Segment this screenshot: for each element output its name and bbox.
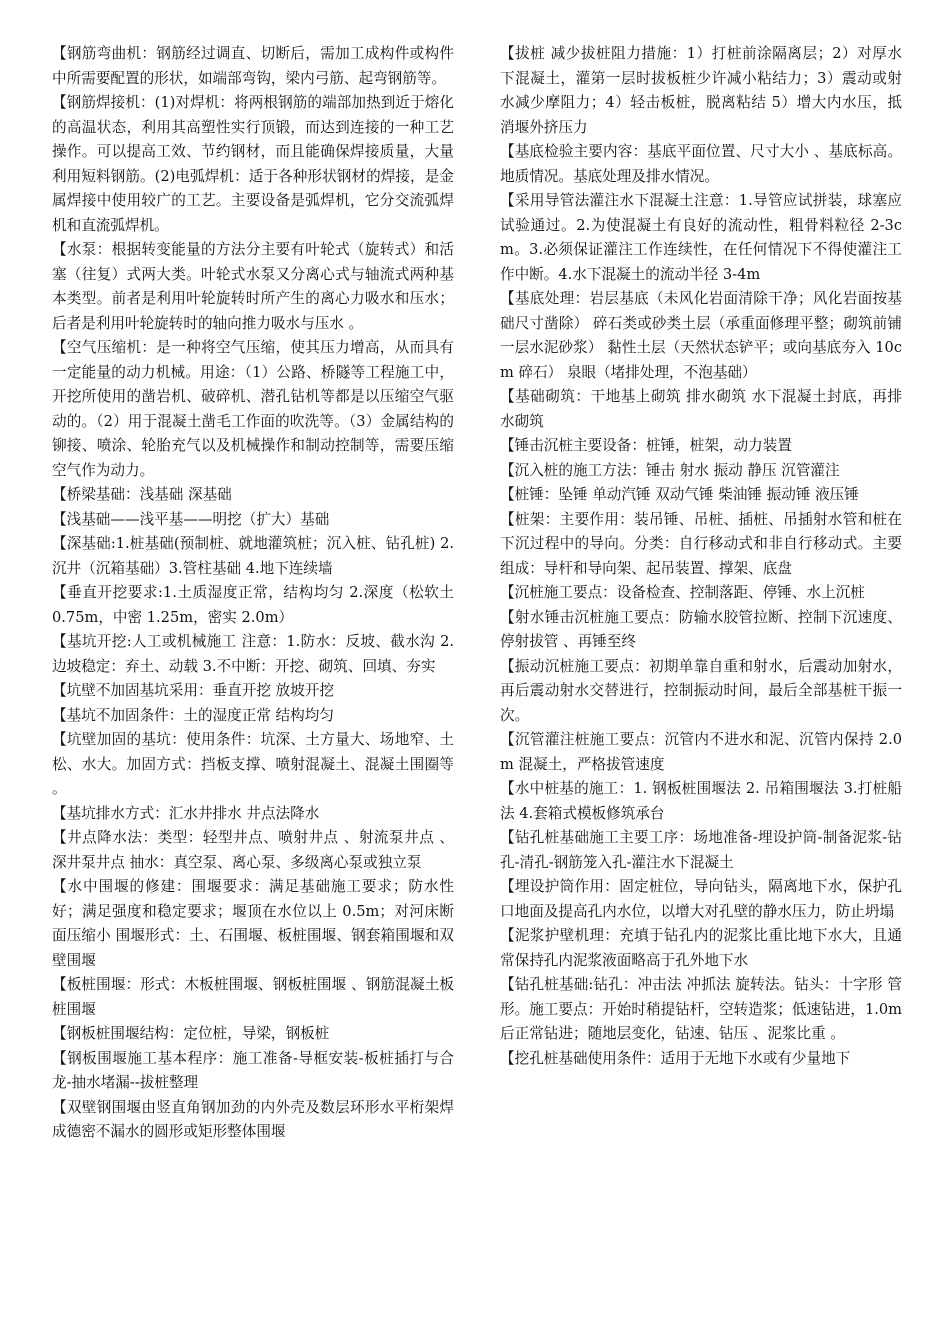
paragraph: 【深基础:1.桩基础(预制桩、就地灌筑桩；沉入桩、钻孔桩) 2.沉井（沉箱基础）3.管柱基础 4.地下连续墙 <box>52 535 454 577</box>
paragraph: 【钢板桩围堰结构：定位桩，导梁，钢板桩 <box>52 1025 330 1042</box>
paragraph: 【水中围堰的修建：围堰要求：满足基础施工要求；防水性好；满足强度和稳定要求；堰顶在水位以上 0.5m；对河床断面压缩小 围堰形式：土、石围堰、板桩围堰、钢套箱围堰和双壁围堰 <box>52 878 454 969</box>
paragraph: 【沉管灌注桩施工要点：沉管内不进水和泥、沉管内保持 2.0m 混凝土，严格拔管速度 <box>500 731 902 773</box>
paragraph: 【板桩围堰：形式：木板桩围堰、钢板桩围堰 、钢筋混凝土板桩围堰 <box>52 976 454 1018</box>
paragraph: 【浅基础——浅平基——明挖（扩大）基础 <box>52 510 330 528</box>
paragraph: 【基坑开挖:人工或机械施工 注意：1.防水：反坡、截水沟 2.边坡稳定：弃土、动载 3.不中断：开挖、砌筑、回填、夯实 <box>52 633 454 675</box>
paragraph: 【基底检验主要内容：基底平面位置、尺寸大小 、基底标高。地质情况。基底处理及排水情况。 <box>500 143 902 185</box>
paragraph: 【采用导管法灌注水下混凝土注意：1.导管应试拼装，球塞应试验通过。2.为使混凝土有良好的流动性，粗骨料粒径 2-3cm。3.必须保证灌注工作连续性，在任何情况下不得使灌注工作中断。4.水下混凝土的流动半径 3-4m <box>500 192 902 283</box>
paragraph: 【坑壁不加固基坑采用：垂直开挖 放坡开挖 <box>52 682 334 699</box>
left-column <box>52 42 454 1332</box>
paragraph: 【钢筋弯曲机：钢筋经过调直、切断后，需加工成构件或构件中所需要配置的形状，如端部弯钩，梁内弓筋、起弯钢筋等。 <box>52 45 454 87</box>
paragraph: 【坑壁加固的基坑：使用条件：坑深、土方量大、场地窄、土松、水大。加固方式：挡板支撑、喷射混凝土、混凝土围圈等 。 <box>52 731 454 797</box>
paragraph: 【空气压缩机：是一种将空气压缩，使其压力增高，从而具有一定能量的动力机械。用途：（1）公路、桥隧等工程施工中，开挖所使用的凿岩机、破碎机、潜孔钻机等都是以压缩空气驱动的。（2）用于混凝土凿毛工作面的吹洗等。（3）金属结构的铆接、喷涂、轮胎充气以及机械操作和制动控制等，需要压缩空气作为动力。 <box>52 339 454 479</box>
paragraph: 【钻孔桩基础:钻孔：冲击法 冲抓法 旋转法。钻头：十字形 管形。施工要点：开始时稍提钻杆，空转造浆；低速钻进，1.0m 后正常钻进；随地层变化，钻速、钻压 、泥浆比重 。 <box>500 976 902 1042</box>
paragraph: 【桥梁基础：浅基础 深基础 <box>52 486 232 503</box>
paragraph: 【水中桩基的施工：1. 钢板桩围堰法 2. 吊箱围堰法 3.打桩船法 4.套箱式模板修筑承台 <box>500 780 902 822</box>
paragraph: 【钢筋焊接机：(1)对焊机：将两根钢筋的端部加热到近于熔化的高温状态，利用其高塑性实行顶锻，而达到连接的一种工艺操作。可以提高工效、节约钢材，而且能确保焊接质量，大量利用短料钢筋。(2)电弧焊机：适于各种形状钢材的焊接，是金属焊接中使用较广的工艺。主要设备是弧焊机，它分交流弧焊机和直流弧焊机。 <box>52 94 454 234</box>
paragraph: 【基坑排水方式：汇水井排水 井点法降水 <box>52 804 320 822</box>
paragraph: 【钻孔桩基础施工主要工序：场地准备-埋设护筒-制备泥浆-钻孔-清孔-钢筋笼入孔-灌注水下混凝土 <box>500 829 902 871</box>
paragraph: 【射水锤击沉桩施工要点：防输水胶管拉断、控制下沉速度、停射拔管 、再锤至终 <box>500 608 902 650</box>
paragraph: 【泥浆护壁机理：充填于钻孔内的泥浆比重比地下水大，且通常保持孔内泥浆液面略高于孔外地下水 <box>500 927 902 969</box>
paragraph: 【埋设护筒作用：固定桩位，导向钻头，隔离地下水，保护孔口地面及提高孔内水位，以增大对孔壁的静水压力，防止坍塌 <box>500 878 902 920</box>
paragraph: 【锤击沉桩主要设备：桩锤，桩架，动力装置 <box>500 437 792 454</box>
paragraph: 【桩架：主要作用：装吊锤、吊桩、插桩、吊插射水管和桩在下沉过程中的导向。分类：自行移动式和非自行移动式。主要组成：导杆和导向架、起吊装置、撑架、底盘 <box>500 510 902 577</box>
paragraph: 【井点降水法：类型：轻型井点、喷射井点 、射流泵井点 、深井泵井点 抽水：真空泵、离心泵、多级离心泵或独立泵 <box>52 829 454 871</box>
paragraph: 【沉桩施工要点：设备检查、控制落距、停锤、水上沉桩 <box>500 584 865 601</box>
paragraph: 【挖孔桩基础使用条件：适用于无地下水或有少量地下 <box>500 1049 851 1067</box>
paragraph: 【水泵：根据转变能量的方法分主要有叶轮式（旋转式）和活塞（往复）式两大类。叶轮式水泵又分离心式与轴流式两种基本类型。前者是利用叶轮旋转时所产生的离心力吸水和压水；后者是利用叶轮旋转时的轴向推力吸水与压水 。 <box>52 241 454 332</box>
paragraph: 【沉入桩的施工方法：锤击 射水 振动 静压 沉管灌注 <box>500 461 840 479</box>
paragraph: 【垂直开挖要求:1.土质湿度正常，结构均匀 2.深度（松软土 0.75m，中密 1.25m，密实 2.0m） <box>52 584 454 626</box>
paragraph: 【基坑不加固条件：土的湿度正常 结构均匀 <box>52 706 334 724</box>
paragraph: 【双壁钢围堰由竖直角钢加劲的内外壳及数层环形水平桁架焊成德密不漏水的圆形或矩形整体围堰 <box>52 1098 454 1140</box>
document-page <box>52 42 902 1332</box>
paragraph: 【基底处理：岩层基底（未风化岩面清除干净；风化岩面按基础尺寸凿除） 碎石类或砂类土层（承重面修理平整；砌筑前铺一层水泥砂浆） 黏性土层（天然状态铲平；或向基底夯入 10cm 碎石） 泉眼（堵排处理，不泡基础） <box>500 290 902 381</box>
paragraph: 【振动沉桩施工要点：初期单靠自重和射水，后震动加射水，再后震动射水交替进行，控制振动时间，最后全部基桩干振一次。 <box>500 657 902 724</box>
right-column <box>500 42 902 1332</box>
paragraph: 【基础砌筑：干地基上砌筑 排水砌筑 水下混凝土封底，再排水砌筑 <box>500 388 902 430</box>
paragraph: 【拔桩 减少拔桩阻力措施：1）打桩前涂隔离层；2）对厚水下混凝土，灌第一层时拔板桩少许减小粘结力；3）震动或射水减少摩阻力；4）轻击板桩，脱离粘结 5）增大内水压，抵消堰外挤压力 <box>500 45 902 136</box>
paragraph: 【钢板围堰施工基本程序：施工准备-导框安装-板桩插打与合龙-抽水堵漏--拔桩整理 <box>52 1049 454 1091</box>
paragraph: 【桩锤：坠锤 单动汽锤 双动气锤 柴油锤 振动锤 液压锤 <box>500 486 859 503</box>
